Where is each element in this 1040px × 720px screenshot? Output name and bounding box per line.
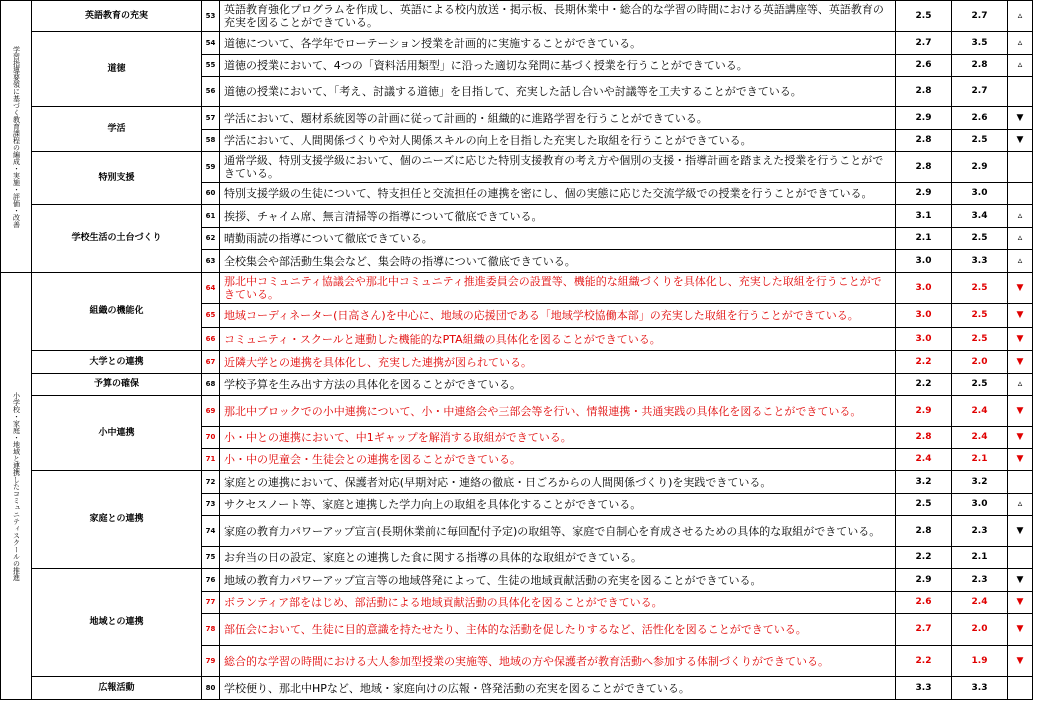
score-current: 3.3 <box>952 250 1008 273</box>
score-previous: 2.1 <box>896 228 952 250</box>
trend-mark <box>1008 183 1033 205</box>
score-current: 3.0 <box>952 183 1008 205</box>
item-text: 通常学級、特別支援学級において、個のニーズに応じた特別支援教育の考え方や個別の支援・指導計画を踏まえた授業を行うことができている。 <box>220 152 896 183</box>
score-current: 2.3 <box>952 516 1008 547</box>
score-previous: 2.5 <box>896 1 952 32</box>
trend-mark: ▼ <box>1008 646 1033 677</box>
item-text: 小・中の児童会・生徒会との連携を図ることができている。 <box>220 449 896 471</box>
category-label: 学校生活の土台づくり <box>32 205 202 273</box>
score-current: 2.6 <box>952 107 1008 130</box>
trend-mark: ▵ <box>1008 32 1033 55</box>
item-number: 68 <box>202 374 220 396</box>
item-number: 65 <box>202 304 220 328</box>
score-previous: 2.2 <box>896 351 952 374</box>
item-number: 63 <box>202 250 220 273</box>
score-current: 2.0 <box>952 351 1008 374</box>
item-number: 67 <box>202 351 220 374</box>
score-previous: 3.0 <box>896 273 952 304</box>
item-number: 64 <box>202 273 220 304</box>
item-text: 全校集会や部活動生集会など、集会時の指導について徹底できている。 <box>220 250 896 273</box>
item-number: 55 <box>202 55 220 77</box>
score-current: 2.7 <box>952 1 1008 32</box>
item-text: 部伍会において、生徒に目的意識を持たせたり、主体的な活動を促したりするなど、活性化を図ることができている。 <box>220 614 896 646</box>
trend-mark: ▵ <box>1008 205 1033 228</box>
item-text: 学校便り、那北中HPなど、地域・家庭向けの広報・啓発活動の充実を図ることができている。 <box>220 677 896 700</box>
score-previous: 3.0 <box>896 304 952 328</box>
item-text: 学活において、人間関係づくりや対人関係スキルの向上を目指した充実した取組を行うことができている。 <box>220 130 896 152</box>
score-current: 2.5 <box>952 304 1008 328</box>
category-label: 特別支援 <box>32 152 202 205</box>
score-previous: 3.3 <box>896 677 952 700</box>
score-current: 2.5 <box>952 328 1008 351</box>
item-text: サクセスノート等、家庭と連携した学力向上の取組を具体化することができている。 <box>220 494 896 516</box>
category-label: 地域との連携 <box>32 569 202 677</box>
item-number: 56 <box>202 77 220 107</box>
score-current: 2.5 <box>952 130 1008 152</box>
trend-mark <box>1008 547 1033 569</box>
item-text: 学校予算を生み出す方法の具体化を図ることができている。 <box>220 374 896 396</box>
item-number: 59 <box>202 152 220 183</box>
item-number: 75 <box>202 547 220 569</box>
category-label: 小中連携 <box>32 396 202 471</box>
score-current: 2.3 <box>952 569 1008 592</box>
item-number: 57 <box>202 107 220 130</box>
score-previous: 2.2 <box>896 646 952 677</box>
item-text: 特別支援学級の生徒について、特支担任と交流担任の連携を密にし、個の実態に応じた交流学級での授業を行うことができている。 <box>220 183 896 205</box>
score-current: 2.8 <box>952 55 1008 77</box>
item-text: 那北中コミュニティ協議会や那北中コミュニティ推進委員会の設置等、機能的な組織づくりを具体化し、充実した取組を行うことができている。 <box>220 273 896 304</box>
score-current: 1.9 <box>952 646 1008 677</box>
table-row <box>1 351 1033 374</box>
item-number: 77 <box>202 592 220 614</box>
trend-mark: ▵ <box>1008 494 1033 516</box>
item-number: 61 <box>202 205 220 228</box>
item-text: 小・中との連携において、中1ギャップを解消する取組ができている。 <box>220 427 896 449</box>
score-previous: 2.8 <box>896 516 952 547</box>
table-row <box>1 32 1033 55</box>
table-row <box>1 374 1033 396</box>
score-previous: 2.8 <box>896 427 952 449</box>
trend-mark: ▵ <box>1008 250 1033 273</box>
trend-mark: ▵ <box>1008 228 1033 250</box>
item-text: お弁当の日の設定、家庭との連携した食に関する指導の具体的な取組ができている。 <box>220 547 896 569</box>
item-number: 58 <box>202 130 220 152</box>
score-previous: 2.4 <box>896 449 952 471</box>
trend-mark: ▼ <box>1008 592 1033 614</box>
trend-mark: ▼ <box>1008 569 1033 592</box>
trend-mark: ▼ <box>1008 449 1033 471</box>
table-row <box>1 273 1033 304</box>
item-text: 家庭との連携において、保護者対応(早期対応・連絡の徹底・日ごろからの人間関係づくり)を実践できている。 <box>220 471 896 494</box>
item-text: 近隣大学との連携を具体化し、充実した連携が図られている。 <box>220 351 896 374</box>
score-current: 2.4 <box>952 592 1008 614</box>
item-number: 76 <box>202 569 220 592</box>
item-number: 62 <box>202 228 220 250</box>
score-current: 3.0 <box>952 494 1008 516</box>
score-current: 3.4 <box>952 205 1008 228</box>
score-previous: 2.9 <box>896 396 952 427</box>
trend-mark: ▼ <box>1008 614 1033 646</box>
score-previous: 2.7 <box>896 614 952 646</box>
score-current: 2.5 <box>952 273 1008 304</box>
item-number: 73 <box>202 494 220 516</box>
score-current: 2.5 <box>952 374 1008 396</box>
score-current: 3.3 <box>952 677 1008 700</box>
section-label: 小学校・家庭・地域と連携したコミュニティスクールの推進 <box>1 273 32 700</box>
category-label: 家庭との連携 <box>32 471 202 569</box>
score-current: 2.0 <box>952 614 1008 646</box>
score-current: 2.4 <box>952 427 1008 449</box>
score-previous: 2.6 <box>896 55 952 77</box>
score-current: 2.1 <box>952 449 1008 471</box>
trend-mark: ▵ <box>1008 374 1033 396</box>
table-row <box>1 1 1033 32</box>
item-text: 晴勤雨読の指導について徹底できている。 <box>220 228 896 250</box>
item-text: 那北中ブロックでの小中連携について、小・中連絡会や三部会等を行い、情報連携・共通実践の具体化を図ることができている。 <box>220 396 896 427</box>
item-text: 挨拶、チャイム席、無言清掃等の指導について徹底できている。 <box>220 205 896 228</box>
item-text: 地域の教育力パワーアップ宣言等の地域啓発によって、生徒の地域貢献活動の充実を図ることができている。 <box>220 569 896 592</box>
item-number: 74 <box>202 516 220 547</box>
trend-mark: ▼ <box>1008 396 1033 427</box>
item-text: ボランティア部をはじめ、部活動による地域貢献活動の具体化を図ることができている。 <box>220 592 896 614</box>
category-label: 道徳 <box>32 32 202 107</box>
category-label: 大学との連携 <box>32 351 202 374</box>
score-current: 3.2 <box>952 471 1008 494</box>
score-previous: 2.2 <box>896 547 952 569</box>
score-previous: 2.2 <box>896 374 952 396</box>
score-previous: 2.9 <box>896 569 952 592</box>
item-text: 家庭の教育力パワーアップ宣言(長期休業前に毎回配付予定)の取組等、家庭で自制心を育成させるための具体的な取組ができている。 <box>220 516 896 547</box>
trend-mark: ▼ <box>1008 328 1033 351</box>
score-previous: 2.8 <box>896 130 952 152</box>
item-number: 72 <box>202 471 220 494</box>
item-text: コミュニティ・スクールと連動した機能的なPTA組織の具体化を図ることができている。 <box>220 328 896 351</box>
score-previous: 2.8 <box>896 77 952 107</box>
score-current: 2.4 <box>952 396 1008 427</box>
category-label: 組織の機能化 <box>32 273 202 351</box>
item-number: 53 <box>202 1 220 32</box>
item-text: 道徳について、各学年でローテーション授業を計画的に実施することができている。 <box>220 32 896 55</box>
trend-mark: ▼ <box>1008 273 1033 304</box>
item-number: 69 <box>202 396 220 427</box>
score-current: 3.5 <box>952 32 1008 55</box>
table-row <box>1 205 1033 228</box>
score-current: 2.1 <box>952 547 1008 569</box>
score-current: 2.7 <box>952 77 1008 107</box>
item-number: 70 <box>202 427 220 449</box>
score-previous: 2.9 <box>896 183 952 205</box>
category-label: 学活 <box>32 107 202 152</box>
score-previous: 2.9 <box>896 107 952 130</box>
trend-mark <box>1008 77 1033 107</box>
score-previous: 3.0 <box>896 250 952 273</box>
item-text: 総合的な学習の時間における大人参加型授業の実施等、地域の方や保護者が教育活動へ参加する体制づくりができている。 <box>220 646 896 677</box>
category-label: 英語教育の充実 <box>32 1 202 32</box>
trend-mark: ▼ <box>1008 130 1033 152</box>
score-previous: 2.7 <box>896 32 952 55</box>
trend-mark: ▵ <box>1008 55 1033 77</box>
table-row <box>1 569 1033 592</box>
trend-mark <box>1008 152 1033 183</box>
trend-mark: ▼ <box>1008 351 1033 374</box>
item-number: 66 <box>202 328 220 351</box>
trend-mark: ▼ <box>1008 107 1033 130</box>
score-current: 2.9 <box>952 152 1008 183</box>
item-number: 54 <box>202 32 220 55</box>
category-label: 予算の確保 <box>32 374 202 396</box>
score-previous: 3.2 <box>896 471 952 494</box>
trend-mark: ▼ <box>1008 516 1033 547</box>
item-number: 79 <box>202 646 220 677</box>
score-previous: 2.6 <box>896 592 952 614</box>
item-text: 道徳の授業において、4つの「資料活用類型」に沿った適切な発問に基づく授業を行うことができている。 <box>220 55 896 77</box>
table-row <box>1 471 1033 494</box>
item-number: 60 <box>202 183 220 205</box>
item-number: 80 <box>202 677 220 700</box>
section-label: 学習指導要領に基づく教育課程の編成・実施・評価・改善 <box>1 1 32 273</box>
item-text: 道徳の授業において、「考え、討議する道徳」を目指して、充実した話し合いや討議等を工夫することができている。 <box>220 77 896 107</box>
score-current: 2.5 <box>952 228 1008 250</box>
trend-mark: ▼ <box>1008 304 1033 328</box>
score-previous: 3.0 <box>896 328 952 351</box>
item-text: 地域コーディネーター(日高さん)を中心に、地域の応援団である「地域学校協働本部」の充実した取組を行うことができている。 <box>220 304 896 328</box>
trend-mark <box>1008 471 1033 494</box>
item-number: 71 <box>202 449 220 471</box>
score-previous: 3.1 <box>896 205 952 228</box>
trend-mark <box>1008 677 1033 700</box>
score-previous: 2.5 <box>896 494 952 516</box>
item-number: 78 <box>202 614 220 646</box>
trend-mark: ▼ <box>1008 427 1033 449</box>
score-previous: 2.8 <box>896 152 952 183</box>
item-text: 英語教育強化プログラムを作成し、英語による校内放送・掲示板、長期休業中・総合的な学習の時間における英語講座等、英語教育の充実を図ることができている。 <box>220 1 896 32</box>
table-row <box>1 396 1033 427</box>
table-row <box>1 677 1033 700</box>
table-row <box>1 152 1033 183</box>
category-label: 広報活動 <box>32 677 202 700</box>
trend-mark: ▵ <box>1008 1 1033 32</box>
table-row <box>1 107 1033 130</box>
item-text: 学活において、題材系統図等の計画に従って計画的・組織的に進路学習を行うことができている。 <box>220 107 896 130</box>
